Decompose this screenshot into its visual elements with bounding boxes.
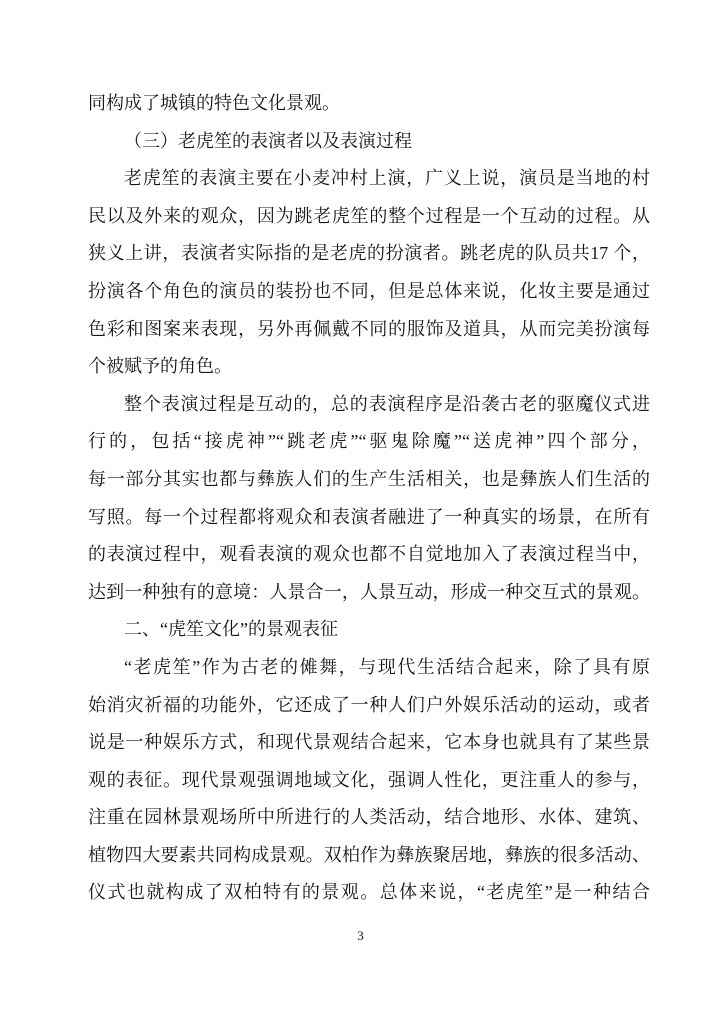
text-line: 注重在园林景观场所中所进行的人类活动，结合地形、水体、建筑、	[88, 807, 650, 828]
text-line: 民以及外来的观众，因为跳老虎笙的整个过程是一个互动的过程。从	[88, 205, 650, 226]
page-number: 3	[357, 928, 364, 943]
text-line: 狭义上讲，表演者实际指的是老虎的扮演者。跳老虎的队员共17 个，	[88, 243, 650, 264]
text-line: 同构成了城镇的特色文化景观。	[88, 93, 340, 113]
text-line: 写照。每一个过程都将观众和表演者融进了一种真实的场景，在所有	[88, 506, 650, 527]
text-line: 扮演各个角色的演员的装扮也不同，但是总体来说，化妆主要是通过	[88, 280, 650, 301]
text-line: 达到一种独有的意境：人景合一，人景互动，形成一种交互式的景观。	[88, 581, 650, 602]
text-line: 行的，包括“接虎神”“跳老虎”“驱鬼除魔”“送虎神”四个部分，	[88, 431, 650, 452]
text-block	[88, 85, 650, 912]
text-line: 老虎笙的表演主要在小麦冲村上演，广义上说，演员是当地的村	[124, 168, 650, 189]
text-line: 色彩和图案来表现，另外再佩戴不同的服饰及道具，从而完美扮演每	[88, 318, 650, 339]
text-line: “老虎笙”作为古老的傩舞，与现代生活结合起来，除了具有原	[124, 656, 650, 677]
text-line: 说是一种娱乐方式，和现代景观结合起来，它本身也就具有了某些景	[88, 732, 650, 753]
text-line: 植物四大要素共同构成景观。双柏作为彝族聚居地，彝族的很多活动、	[88, 844, 650, 865]
page-number-footer	[0, 923, 721, 949]
text-line: 观的表征。现代景观强调地域文化，强调人性化，更注重人的参与，	[88, 769, 650, 790]
text-line: 每一部分其实也都与彝族人们的生产生活相关，也是彝族人们生活的	[88, 468, 650, 489]
text-line: 个被赋予的角色。	[88, 356, 232, 377]
heading-line: （三）老虎笙的表演者以及表演过程	[124, 130, 412, 151]
text-line: 的表演过程中，观看表演的观众也都不自觉地加入了表演过程当中，	[88, 544, 650, 565]
text-line: 始消灾祈福的功能外，它还成了一种人们户外娱乐活动的运动，或者	[88, 694, 650, 715]
heading-line: 二、“虎笙文化”的景观表征	[124, 619, 338, 640]
text-line: 整个表演过程是互动的，总的表演程序是沿袭古老的驱魔仪式进	[124, 393, 650, 414]
text-line: 仪式也就构成了双柏特有的景观。总体来说，“老虎笙”是一种结合	[88, 882, 650, 903]
